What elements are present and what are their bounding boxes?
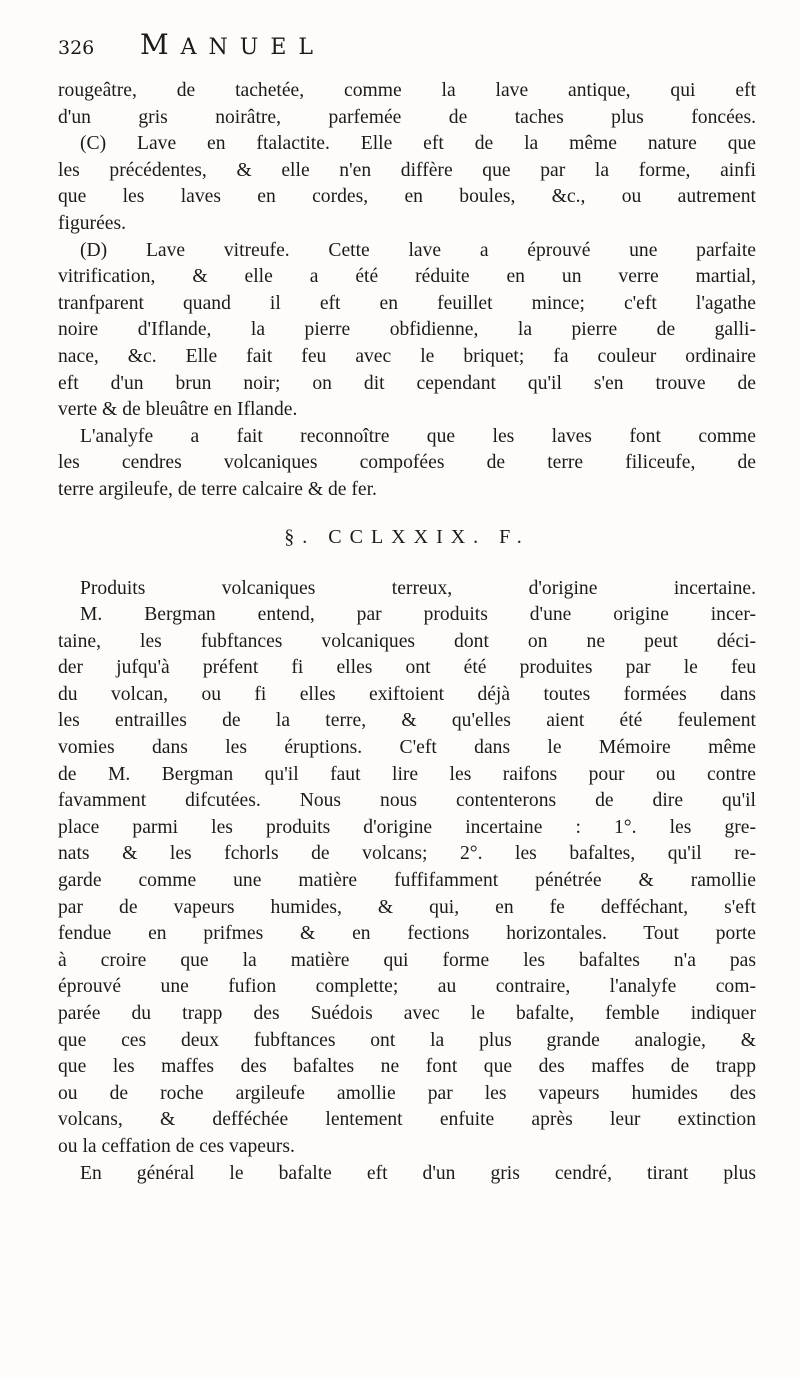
text-line: garde comme une matière fuffifamment pénétrée & ramollie: [58, 870, 756, 892]
text-line: taine, les fubftances volcaniques dont on ne peut déci-: [58, 630, 756, 652]
text-line: vomies dans les éruptions. C'eft dans le Mémoire même: [58, 737, 756, 759]
text-line: éprouvé une fufion complette; au contraire, l'analyfe com-: [58, 976, 756, 998]
text-line: que les maffes des bafaltes ne font que des maffes de trapp: [58, 1056, 756, 1078]
text-line: parée du trapp des Suédois avec le bafalte, femble indiquer: [58, 1003, 756, 1024]
text-line: ou de roche argileufe amollie par les vapeurs humides des: [58, 1082, 756, 1104]
text-line: L'analyfe a fait reconnoître que les laves font comme: [80, 425, 756, 447]
text-line: du volcan, ou fi elles exiftoient déjà toutes formées dans: [58, 683, 756, 705]
text-line: eft d'un brun noir; on dit cependant qu'il s'en trouve de: [58, 372, 756, 394]
running-head-initial: M: [140, 28, 181, 61]
text-line: que ces deux fubftances ont la plus grande analogie, &: [58, 1029, 756, 1051]
section-lead-line: Produits volcaniques terreux, d'origine incertaine.: [80, 577, 756, 599]
text-line: rougeâtre, de tachetée, comme la lave antique, qui eft: [58, 80, 756, 101]
text-line: nats & les fchorls de volcans; 2°. les bafaltes, qu'il re-: [58, 843, 756, 865]
text-line: par de vapeurs humides, & qui, en fe defféchant, s'eft: [58, 896, 756, 918]
text-line: d'un gris noirâtre, parfemée de taches plus foncées.: [58, 106, 756, 128]
page-header: [58, 28, 756, 78]
text-line: figurées.: [58, 212, 127, 234]
text-line: vitrification, & elle a été réduite en un verre martial,: [58, 266, 756, 288]
section-heading: §. CCLXXIX. F.: [284, 525, 530, 548]
text-line: En général le bafalte eft d'un gris cendré, tirant plus: [80, 1162, 756, 1184]
page-number: 326: [58, 37, 95, 59]
text-line: les entrailles de la terre, & qu'elles aient été feulement: [58, 710, 756, 732]
text-line: les précédentes, & elle n'en diffère que par la forme, ainfi: [58, 159, 756, 181]
text-line: verte & de bleuâtre en Iflande.: [58, 399, 298, 421]
text-line: der jufqu'à préfent fi elles ont été produites par le feu: [58, 657, 756, 679]
text-line: à croire que la matière qui forme les bafaltes n'a pas: [58, 949, 756, 971]
body-text: [58, 78, 756, 1187]
text-line: les cendres volcaniques compofées de terre filiceufe, de: [58, 452, 756, 474]
text-line: noire d'Iflande, la pierre obfidienne, la pierre de galli-: [58, 319, 756, 341]
text-line: (D) Lave vitreufe. Cette lave a éprouvé une parfaite: [80, 239, 756, 261]
running-head-rest: ANUEL: [180, 35, 326, 60]
running-head: [118, 28, 756, 61]
text-line: que les laves en cordes, en boules, &c., ou autrement: [58, 186, 756, 208]
text-line: favamment difcutées. Nous nous contenterons de dire qu'il: [58, 790, 756, 812]
text-line: de M. Bergman qu'il faut lire les raifons pour ou contre: [58, 763, 756, 785]
text-line: M. Bergman entend, par produits d'une origine incer-: [80, 604, 756, 626]
text-line: (C) Lave en ftalactite. Elle eft de la même nature que: [80, 133, 756, 155]
text-line: place parmi les produits d'origine incertaine : 1°. les gre-: [58, 816, 756, 838]
text-line: volcans, & defféchée lentement enfuite après leur extinction: [58, 1109, 756, 1131]
text-line: terre argileufe, de terre calcaire & de fer.: [58, 478, 377, 500]
text-line: tranfparent quand il eft en feuillet mince; c'eft l'agathe: [58, 292, 756, 314]
text-line: fendue en prifmes & en fections horizontales. Tout porte: [58, 923, 756, 945]
text-line: nace, &c. Elle fait feu avec le briquet; fa couleur ordinaire: [58, 345, 756, 367]
text-line: ou la ceffation de ces vapeurs.: [58, 1135, 295, 1157]
